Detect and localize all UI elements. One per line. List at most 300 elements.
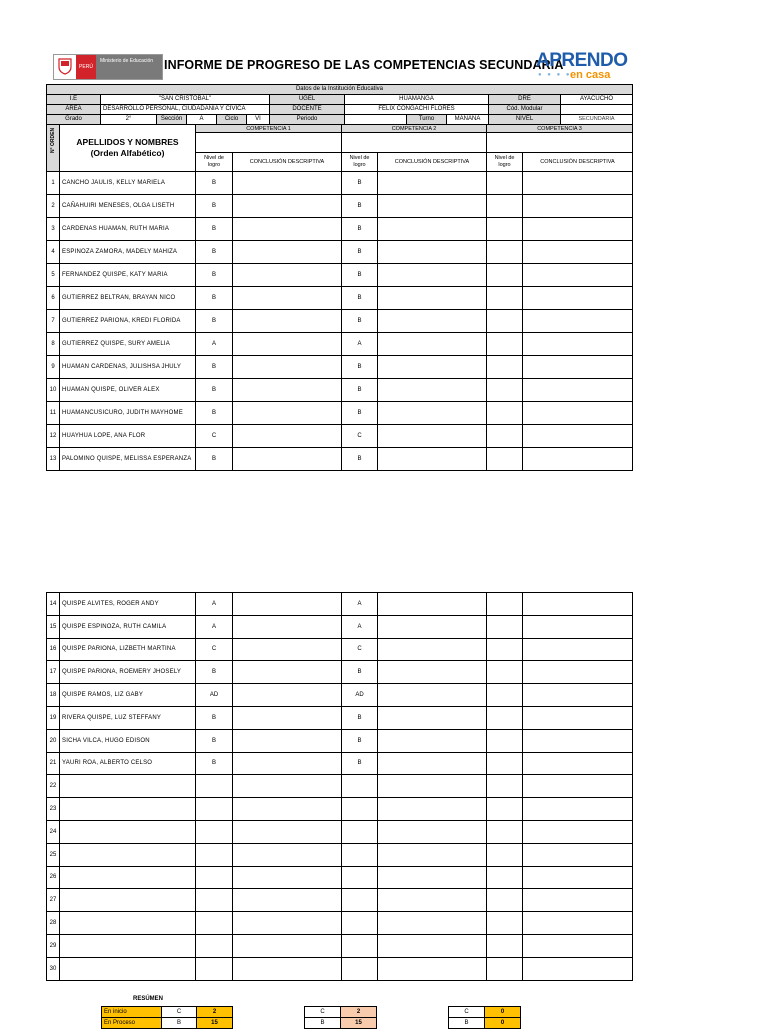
student-number: 11: [47, 402, 60, 425]
competencia-2-desc: [342, 133, 487, 153]
competencia-3-level: [487, 333, 523, 356]
competencia-2-level: B: [342, 706, 378, 729]
student-name: [60, 957, 196, 980]
competencia-1-level: B: [196, 661, 233, 684]
competencia-2-conclusion: [378, 798, 487, 821]
competencia-1-level: B: [196, 264, 233, 287]
competencia-3-level: [487, 425, 523, 448]
competencia-1-conclusion: [233, 661, 342, 684]
competencia-2-conclusion: [378, 912, 487, 935]
competencia-3-level: [487, 287, 523, 310]
competencia-2-level: B: [342, 241, 378, 264]
competencia-2-conclusion: [378, 172, 487, 195]
nivel-value: SECUNDARIA: [561, 115, 633, 125]
ugel-label: UGEL: [270, 95, 345, 105]
summary-block-2: [304, 1006, 377, 1029]
summary-row1-code: C: [162, 1007, 197, 1018]
competencia-1-conclusion: [233, 752, 342, 775]
column-names-header: APELLIDOS Y NOMBRES (Orden Alfabético): [60, 125, 196, 172]
competencia-1-level: [196, 843, 233, 866]
competencia-1-level: B: [196, 195, 233, 218]
competencia-1-conclusion: [233, 172, 342, 195]
competencia-1-level: B: [196, 287, 233, 310]
competencia-2-level: B: [342, 661, 378, 684]
student-name: QUISPE RAMOS, LIZ GABY: [60, 684, 196, 707]
competencia-2-level: [342, 775, 378, 798]
ie-label: I.E: [47, 95, 101, 105]
student-name: [60, 866, 196, 889]
competencia-2-conclusion: [378, 356, 487, 379]
logo-country: PERÚ: [76, 55, 96, 79]
competencia-3-conclusion: [523, 195, 633, 218]
competencia-1-level: [196, 934, 233, 957]
student-number: 12: [47, 425, 60, 448]
student-number: 3: [47, 218, 60, 241]
ie-value: "SAN CRISTOBAL": [101, 95, 270, 105]
area-label: ÁREA: [47, 105, 101, 115]
competencia-1-conclusion: [233, 310, 342, 333]
conclusion-header-2: CONCLUSIÓN DESCRIPTIVA: [378, 153, 487, 172]
summary-block-3: [448, 1006, 521, 1029]
competencia-3-conclusion: [523, 798, 633, 821]
competencia-3-level: [487, 264, 523, 287]
competencia-3-level: [487, 729, 523, 752]
competencia-2-level: A: [342, 615, 378, 638]
competencia-1-conclusion: [233, 843, 342, 866]
cod-modular-label: Cód. Modular: [489, 105, 561, 115]
competencia-1-level: B: [196, 218, 233, 241]
competencia-3-level: [487, 448, 523, 471]
competencia-1-level: [196, 866, 233, 889]
docente-value: FELIX CONGACHI FLORES: [345, 105, 489, 115]
competencia-3-desc: [487, 133, 633, 153]
student-row: [47, 912, 633, 935]
student-row: [47, 218, 633, 241]
student-number: 9: [47, 356, 60, 379]
periodo-label: Periodo: [270, 115, 345, 125]
competencia-3-level: [487, 593, 523, 616]
student-number: 6: [47, 287, 60, 310]
competencia-1-conclusion: [233, 218, 342, 241]
summary-row2-count: 15: [341, 1018, 377, 1029]
competencia-1-conclusion: [233, 287, 342, 310]
competencia-2-conclusion: [378, 934, 487, 957]
competencia-1-level: B: [196, 729, 233, 752]
competencia-1-conclusion: [233, 912, 342, 935]
student-row: [47, 957, 633, 980]
competencia-1-level: B: [196, 310, 233, 333]
student-name: [60, 820, 196, 843]
competencia-2-level: [342, 889, 378, 912]
competencia-2-conclusion: [378, 448, 487, 471]
competencia-1-conclusion: [233, 820, 342, 843]
student-number: 24: [47, 820, 60, 843]
student-number: 10: [47, 379, 60, 402]
student-row: [47, 241, 633, 264]
competencia-2-level: [342, 957, 378, 980]
competencia-2-conclusion: [378, 218, 487, 241]
brand-dots-icon: ● ● ● ●: [538, 72, 572, 78]
summary-block-1: [101, 1006, 233, 1029]
competencia-2-level: AD: [342, 684, 378, 707]
competencia-1-conclusion: [233, 729, 342, 752]
student-number: 18: [47, 684, 60, 707]
student-number: 15: [47, 615, 60, 638]
student-row: [47, 593, 633, 616]
summary-row2-label: En Proceso: [102, 1018, 162, 1029]
competencia-1-level: AD: [196, 684, 233, 707]
summary-title: RESÚMEN: [133, 996, 164, 1002]
competencia-3-conclusion: [523, 356, 633, 379]
student-name: CAÑAHUIRI MENESES, OLGA LISETH: [60, 195, 196, 218]
institution-info-table: [46, 84, 633, 125]
student-row: [47, 287, 633, 310]
grado-value: 2°: [101, 115, 157, 125]
student-row: [47, 752, 633, 775]
competencia-2-conclusion: [378, 661, 487, 684]
competencia-2-level: B: [342, 218, 378, 241]
competencia-2-conclusion: [378, 195, 487, 218]
conclusion-header-1: CONCLUSIÓN DESCRIPTIVA: [233, 153, 342, 172]
student-name: RIVERA QUISPE, LUZ STEFFANY: [60, 706, 196, 729]
competencia-3-conclusion: [523, 866, 633, 889]
competencia-1-conclusion: [233, 425, 342, 448]
competencia-2-conclusion: [378, 843, 487, 866]
student-row: [47, 195, 633, 218]
ciclo-label: Ciclo: [217, 115, 247, 125]
student-number: 27: [47, 889, 60, 912]
student-name: HUAYHUA LOPE, ANA FLOR: [60, 425, 196, 448]
competencia-1-conclusion: [233, 889, 342, 912]
document-title: INFORME DE PROGRESO DE LAS COMPETENCIAS SECUNDARIA: [164, 58, 564, 72]
competencia-1-level: B: [196, 241, 233, 264]
competencia-1-level: [196, 820, 233, 843]
competencia-1-level: [196, 889, 233, 912]
competencia-2-level: B: [342, 287, 378, 310]
student-row: [47, 934, 633, 957]
competencia-2-level: B: [342, 195, 378, 218]
student-name: ESPINOZA ZAMORA, MADELY MAHIZA: [60, 241, 196, 264]
student-number: 28: [47, 912, 60, 935]
competencia-1-conclusion: [233, 684, 342, 707]
competencia-1-conclusion: [233, 379, 342, 402]
student-number: 14: [47, 593, 60, 616]
competencia-3-level: [487, 957, 523, 980]
competencia-3-conclusion: [523, 310, 633, 333]
competencia-3-conclusion: [523, 379, 633, 402]
student-number: 29: [47, 934, 60, 957]
column-num-header: N° ORDEN: [47, 125, 60, 172]
competencia-3-level: [487, 706, 523, 729]
competencia-2-conclusion: [378, 752, 487, 775]
student-row: [47, 402, 633, 425]
ministry-logo: [53, 54, 163, 80]
competencia-3-level: [487, 798, 523, 821]
summary-row1-code: C: [305, 1007, 341, 1018]
competencia-3-conclusion: [523, 402, 633, 425]
student-name: [60, 775, 196, 798]
competencia-1-conclusion: [233, 706, 342, 729]
competencia-1-conclusion: [233, 957, 342, 980]
competencia-3-conclusion: [523, 333, 633, 356]
competencia-2-level: A: [342, 593, 378, 616]
student-name: [60, 934, 196, 957]
student-row: [47, 820, 633, 843]
competencia-2-level: C: [342, 425, 378, 448]
competencia-3-conclusion: [523, 287, 633, 310]
student-row: [47, 448, 633, 471]
competencia-3-conclusion: [523, 264, 633, 287]
competencia-1-conclusion: [233, 448, 342, 471]
student-name: FERNANDEZ QUISPE, KATY MARIA: [60, 264, 196, 287]
ugel-value: HUAMANGA: [345, 95, 489, 105]
summary-row1-count: 0: [485, 1007, 521, 1018]
competencia-2-level: B: [342, 172, 378, 195]
competencia-3-level: [487, 241, 523, 264]
dre-value: AYACUCHO: [561, 95, 633, 105]
competencia-2-conclusion: [378, 264, 487, 287]
ciclo-value: VI: [247, 115, 270, 125]
competencia-3-conclusion: [523, 729, 633, 752]
competencia-1-level: [196, 775, 233, 798]
competencia-1-conclusion: [233, 264, 342, 287]
competencia-3-level: [487, 379, 523, 402]
competencia-3-level: [487, 172, 523, 195]
student-name: HUAMAN QUISPE, OLIVER ALEX: [60, 379, 196, 402]
competencia-2-level: [342, 866, 378, 889]
competencia-1-level: A: [196, 593, 233, 616]
competencia-1-conclusion: [233, 402, 342, 425]
student-row: [47, 661, 633, 684]
competencia-3-conclusion: [523, 843, 633, 866]
student-row: [47, 356, 633, 379]
competencia-3-level: [487, 402, 523, 425]
competencia-3-conclusion: [523, 425, 633, 448]
student-row: [47, 866, 633, 889]
student-row: [47, 172, 633, 195]
student-name: YAURI ROA, ALBERTO CELSO: [60, 752, 196, 775]
competencia-1-level: B: [196, 448, 233, 471]
competencia-2-conclusion: [378, 287, 487, 310]
competencia-1-level: [196, 912, 233, 935]
competencia-3-conclusion: [523, 889, 633, 912]
competencia-1-conclusion: [233, 593, 342, 616]
student-name: [60, 843, 196, 866]
nivel-logro-header-3: Nivel de logro: [487, 153, 523, 172]
nivel-logro-header-2: Nivel de logro: [342, 153, 378, 172]
summary-row2-code: B: [449, 1018, 485, 1029]
competencia-3-conclusion: [523, 218, 633, 241]
turno-value: MAÑANA: [447, 115, 489, 125]
summary-row2-count: 15: [197, 1018, 233, 1029]
competencia-2-level: B: [342, 752, 378, 775]
competencia-2-header: COMPETENCIA 2: [342, 125, 487, 133]
competencia-1-desc: [196, 133, 342, 153]
brand-top: APRENDO: [536, 50, 628, 71]
competencia-3-conclusion: [523, 706, 633, 729]
student-name: [60, 798, 196, 821]
dre-label: DRE: [489, 95, 561, 105]
aprendo-en-casa-logo: [536, 50, 628, 82]
summary-row1-count: 2: [197, 1007, 233, 1018]
summary-row2-count: 0: [485, 1018, 521, 1029]
competencia-3-header: COMPETENCIA 3: [487, 125, 633, 133]
summary-row2-code: B: [162, 1018, 197, 1029]
grado-label: Grado: [47, 115, 101, 125]
student-row: [47, 775, 633, 798]
student-row: [47, 798, 633, 821]
competencia-3-conclusion: [523, 172, 633, 195]
student-name: CANCHO JAULIS, KELLY MARIELA: [60, 172, 196, 195]
student-name: HUAMANCUSICURO, JUDITH MAYHOME: [60, 402, 196, 425]
competencia-1-conclusion: [233, 638, 342, 661]
competencia-3-conclusion: [523, 775, 633, 798]
student-number: 21: [47, 752, 60, 775]
competencia-3-conclusion: [523, 593, 633, 616]
competencia-2-level: B: [342, 356, 378, 379]
competencia-3-level: [487, 843, 523, 866]
competencia-2-conclusion: [378, 241, 487, 264]
competencia-3-conclusion: [523, 957, 633, 980]
competencia-3-conclusion: [523, 638, 633, 661]
competencia-2-level: B: [342, 402, 378, 425]
competencia-3-conclusion: [523, 912, 633, 935]
student-row: [47, 425, 633, 448]
competencia-1-level: B: [196, 706, 233, 729]
competencia-1-header: COMPETENCIA 1: [196, 125, 342, 133]
competencia-1-level: A: [196, 615, 233, 638]
competencia-2-conclusion: [378, 866, 487, 889]
competencia-3-conclusion: [523, 661, 633, 684]
competencia-2-conclusion: [378, 775, 487, 798]
student-number: 4: [47, 241, 60, 264]
cod-modular-value: [561, 105, 633, 115]
competencia-1-level: B: [196, 356, 233, 379]
info-section-title: Datos de la Institución Educativa: [47, 85, 633, 95]
competencia-1-conclusion: [233, 241, 342, 264]
turno-label: Turno: [407, 115, 447, 125]
competencia-2-conclusion: [378, 957, 487, 980]
summary-row1-count: 2: [341, 1007, 377, 1018]
conclusion-header-3: CONCLUSIÓN DESCRIPTIVA: [523, 153, 633, 172]
competencia-1-conclusion: [233, 615, 342, 638]
student-number: 30: [47, 957, 60, 980]
student-row: [47, 615, 633, 638]
competencia-3-level: [487, 820, 523, 843]
student-number: 2: [47, 195, 60, 218]
student-name: QUISPE PARIONA, LIZBETH MARTINA: [60, 638, 196, 661]
competencia-2-level: B: [342, 379, 378, 402]
student-row: [47, 684, 633, 707]
competencia-1-level: [196, 798, 233, 821]
competencia-3-conclusion: [523, 448, 633, 471]
student-number: 5: [47, 264, 60, 287]
competencia-3-level: [487, 889, 523, 912]
student-name: [60, 912, 196, 935]
competencia-3-level: [487, 615, 523, 638]
competencia-2-conclusion: [378, 729, 487, 752]
competencia-2-conclusion: [378, 889, 487, 912]
student-number: 25: [47, 843, 60, 866]
students-table-2: [46, 592, 633, 981]
peru-shield-icon: [54, 55, 76, 77]
student-row: [47, 638, 633, 661]
student-number: 23: [47, 798, 60, 821]
competencia-2-level: [342, 798, 378, 821]
seccion-label: Sección: [157, 115, 187, 125]
competencia-2-level: C: [342, 638, 378, 661]
competencia-1-conclusion: [233, 775, 342, 798]
student-name: [60, 889, 196, 912]
student-name: HUAMAN CARDENAS, JULISHSA JHULY: [60, 356, 196, 379]
student-row: [47, 889, 633, 912]
student-number: 1: [47, 172, 60, 195]
student-name: QUISPE PARIONA, ROEMERY JHOSELY: [60, 661, 196, 684]
competencia-3-level: [487, 356, 523, 379]
competencia-3-level: [487, 638, 523, 661]
competencia-2-level: [342, 912, 378, 935]
periodo-value: [345, 115, 407, 125]
competencia-2-level: [342, 820, 378, 843]
competencia-2-conclusion: [378, 684, 487, 707]
student-number: 8: [47, 333, 60, 356]
competencia-2-conclusion: [378, 615, 487, 638]
student-row: [47, 310, 633, 333]
competencia-3-level: [487, 934, 523, 957]
student-name: QUISPE ESPINOZA, RUTH CAMILA: [60, 615, 196, 638]
competencia-1-level: C: [196, 425, 233, 448]
student-row: [47, 333, 633, 356]
competencia-2-level: B: [342, 264, 378, 287]
competencia-2-conclusion: [378, 379, 487, 402]
competencia-1-level: B: [196, 172, 233, 195]
competencia-1-conclusion: [233, 798, 342, 821]
competencia-3-level: [487, 661, 523, 684]
brand-bottom: en casa: [570, 69, 611, 81]
student-number: 13: [47, 448, 60, 471]
competencia-2-level: B: [342, 729, 378, 752]
competencia-3-level: [487, 195, 523, 218]
summary-row1-code: C: [449, 1007, 485, 1018]
student-row: [47, 706, 633, 729]
competencia-3-conclusion: [523, 934, 633, 957]
competencia-1-level: B: [196, 402, 233, 425]
competencia-1-conclusion: [233, 866, 342, 889]
student-number: 17: [47, 661, 60, 684]
docente-label: DOCENTE: [270, 105, 345, 115]
student-number: 19: [47, 706, 60, 729]
student-name: PALOMINO QUISPE, MELISSA ESPERANZA: [60, 448, 196, 471]
competencia-3-conclusion: [523, 241, 633, 264]
logo-ministry: Ministerio de Educación: [96, 55, 162, 79]
competencia-1-level: B: [196, 752, 233, 775]
competencia-2-conclusion: [378, 820, 487, 843]
competencia-3-level: [487, 775, 523, 798]
competencia-3-level: [487, 310, 523, 333]
competencia-1-conclusion: [233, 934, 342, 957]
students-table-1: [46, 124, 633, 471]
competencia-2-conclusion: [378, 333, 487, 356]
competencia-1-conclusion: [233, 195, 342, 218]
competencia-1-level: C: [196, 638, 233, 661]
competencia-3-conclusion: [523, 684, 633, 707]
student-name: CARDENAS HUAMAN, RUTH MARIA: [60, 218, 196, 241]
nivel-logro-header-1: Nivel de logro: [196, 153, 233, 172]
competencia-2-conclusion: [378, 638, 487, 661]
competencia-3-level: [487, 866, 523, 889]
competencia-2-level: A: [342, 333, 378, 356]
competencia-2-level: [342, 843, 378, 866]
